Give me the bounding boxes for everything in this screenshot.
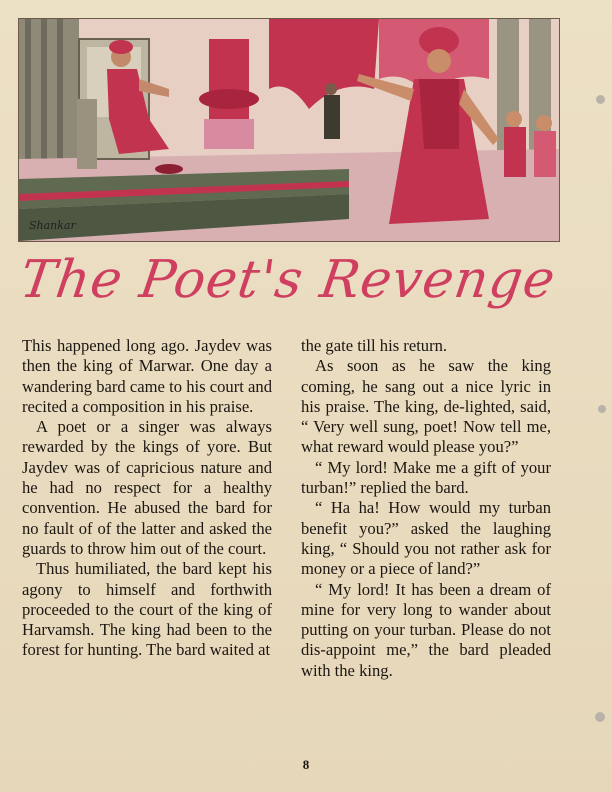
paragraph: “ My lord! Make me a gift of your turban!” replied the bard. <box>301 457 551 498</box>
paragraph: A poet or a singer was always rewarded by the kings of yore. But Jaydev was of capricious nature and he had no respect for a healthy convention. He abused the bard for no fault of of the latter and asked the guards to throw him out of the court. <box>22 417 272 558</box>
artist-signature: Shankar <box>29 219 76 232</box>
paragraph: Thus humiliated, the bard kept his agony to himself and forthwith proceeded to the court of the king of Harvamsh. The king had been to the forest for hunting. The bard waited at <box>22 559 272 660</box>
paper-speck <box>598 405 606 413</box>
paragraph: the gate till his return. <box>301 336 448 355</box>
paper-speck <box>596 95 605 104</box>
king-and-bard-illustration-icon <box>19 19 559 241</box>
left-column <box>22 336 272 661</box>
story-illustration <box>18 18 560 242</box>
story-title-area <box>18 245 558 323</box>
story-title: The Poet's Revenge <box>16 250 560 310</box>
page-number: 8 <box>302 757 310 772</box>
right-column <box>301 336 551 681</box>
paragraph: “ My lord! It has been a dream of mine for very long to wander about putting on your turban. Please do not dis-appoint me,” the bard pleaded with the king. <box>301 579 551 680</box>
paragraph: As soon as he saw the king coming, he sang out a nice lyric in his praise. The king, de-lighted, said, “ Very well sung, poet! Now tell me, what reward would please you?” <box>301 356 551 457</box>
paper-speck <box>595 712 605 722</box>
paragraph: “ Ha ha! How would my turban benefit you?” asked the laughing king, “ Should you not rather ask for money or a piece of land?” <box>301 498 551 579</box>
paragraph: This happened long ago. Jaydev was then the king of Marwar. One day a wandering bard came to his court and recited a composition in his praise. <box>22 336 272 416</box>
